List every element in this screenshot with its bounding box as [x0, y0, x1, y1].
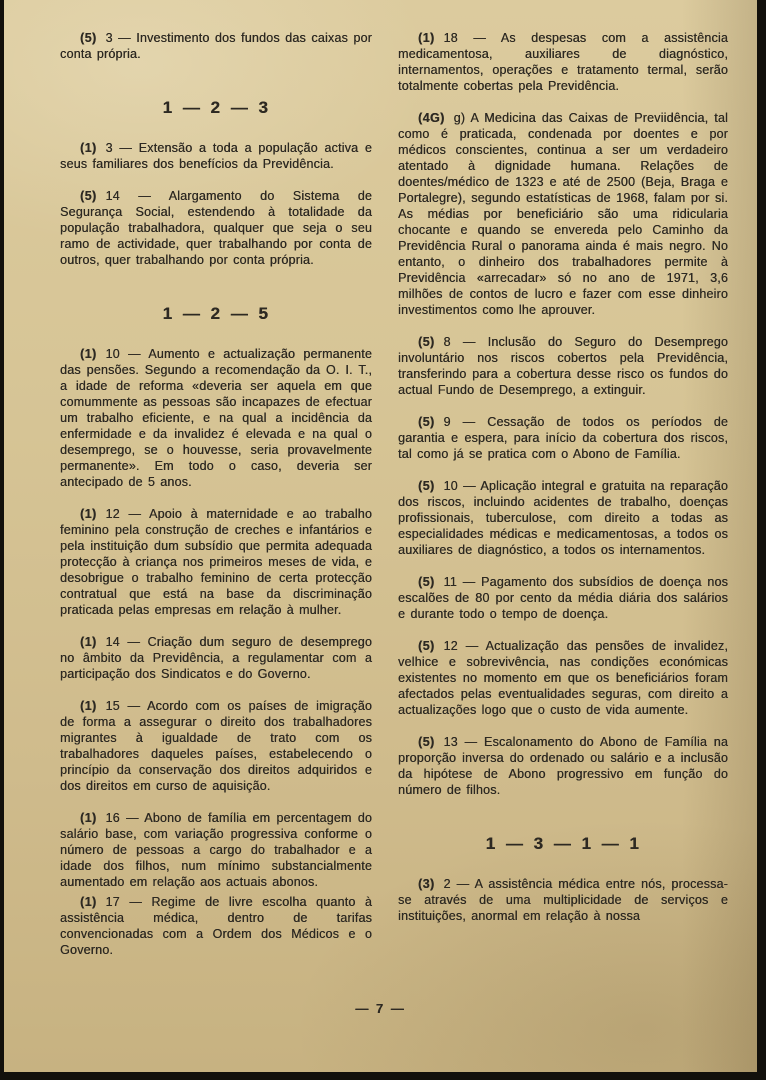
paragraph — [398, 110, 728, 318]
paragraph-tag: (5) — [418, 415, 435, 429]
paragraph-text: 12 — Apoio à maternidade e ao trabalho feminino pela construção de creches e infantários e pela instituição dum subsídio que permita adequada protecção à criança nos primeiros meses de vida, e desobrigue o trabalho feminino de certa protecção contratual que está na base da discriminação praticada pelas empresas em relação à mulher. — [60, 507, 372, 617]
paragraph-tag: (1) — [80, 699, 97, 713]
paragraph-tag: (1) — [80, 895, 97, 909]
paragraph-tag: (1) — [80, 141, 97, 155]
text-columns — [60, 30, 728, 974]
paragraph — [398, 574, 728, 622]
paragraph-text: 3 — Extensão a toda a população activa e seus familiares dos benefícios da Previdência. — [60, 141, 372, 171]
paragraph — [398, 638, 728, 718]
paragraph-tag: (5) — [418, 335, 435, 349]
right-column — [398, 30, 728, 974]
paragraph-text: 8 — Inclusão do Seguro do Desemprego involuntário nos riscos cobertos pela Previdência, transferindo para a cobertura desse risco os fundos do actual Fundo de Desemprego, a extinguir. — [398, 335, 728, 397]
paragraph-text: 12 — Actualização das pensões de invalidez, velhice e sobrevivência, nas condições económicas existentes no momento em que os beneficiários foram afectados pelas eventualidades seguras, com direito a actualizações logo que o custo de vida aumente. — [398, 639, 728, 717]
paragraph — [60, 810, 372, 890]
paragraph-tag: (5) — [418, 735, 435, 749]
paragraph — [398, 478, 728, 558]
paragraph — [398, 334, 728, 398]
paragraph-tag: (1) — [80, 635, 97, 649]
paragraph-text: 9 — Cessação de todos os períodos de garantia e espera, para início da cobertura dos riscos, tal como já se pratica com o Abono de Família. — [398, 415, 728, 461]
left-column — [60, 30, 372, 974]
paragraph — [60, 140, 372, 172]
paragraph — [60, 188, 372, 268]
paragraph-text: 3 — Investimento dos fundos das caixas por conta própria. — [60, 31, 372, 61]
paragraph — [398, 734, 728, 798]
paragraph-text: 15 — Acordo com os países de imigração de forma a assegurar o direito dos trabalhadores migrantes à igualdade de trato com os trabalhadores daqueles países, estabelecendo o princípio da conservação dos direitos adquiridos e dos direitos em curso de aquisição. — [60, 699, 372, 793]
paragraph-tag: (5) — [80, 31, 97, 45]
paragraph-tag: (4G) — [418, 111, 445, 125]
paragraph — [398, 414, 728, 462]
paragraph-tag: (1) — [80, 347, 97, 361]
paragraph — [60, 30, 372, 62]
paragraph-text: 14 — Criação dum seguro de desemprego no âmbito da Previdência, a regulamentar com a participação dos Sindicatos e do Governo. — [60, 635, 372, 681]
paragraph-text: 13 — Escalonamento do Abono de Família na proporção inversa do ordenado ou salário e a inclusão da hipótese de Abono progressivo em função do número de filhos. — [398, 735, 728, 797]
paragraph-tag: (3) — [418, 877, 435, 891]
paragraph-text: g) A Medicina das Caixas de Previidência, tal como é praticada, condenada por doentes e por médicos conscientes, continua a ser um verdadeiro atentado à dignidade humana. Relações de doentes/médico de 1323 e até de 2500 (Beja, Braga e Portalegre), segundo estatísticas de 1968, falam por si. As médias por beneficiário são uma ridicularia chocante e quando se envereda pelo Caminho da Previdência Rural o panorama ainda é mais negro. No entanto, o dinheiro dos trabalhadores permite à Previdência «arrecadar» só no ano de 1971, 3,6 milhões de contos de lucro e fazer com esse dinheiro investimentos como lhe aprouver. — [398, 111, 728, 317]
paragraph-text: 14 — Alargamento do Sistema de Segurança Social, estendendo à totalidade da população trabalhadora, qualquer que seja o seu ramo de actividade, quer trabalhando por conta de outros, quer trabalhando por conta própria. — [60, 189, 372, 267]
paragraph-tag: (5) — [418, 639, 435, 653]
paragraph-text: 11 — Pagamento dos subsídios de doença nos escalões de 80 por cento da média diária dos salários e durante todo o tempo de doença. — [398, 575, 728, 621]
paragraph — [60, 634, 372, 682]
paragraph-tag: (1) — [80, 811, 97, 825]
paragraph — [398, 876, 728, 924]
section-heading: 1 — 3 — 1 — 1 — [485, 834, 641, 853]
paragraph-tag: (5) — [418, 479, 435, 493]
paragraph-text: 18 — As despesas com a assistência medicamentosa, auxiliares de diagnóstico, internamentos, operações e tratamento termal, serão totalmente cobertas pela Previdência. — [398, 31, 728, 93]
section-heading: 1 — 2 — 3 — [162, 98, 270, 117]
paragraph — [60, 894, 372, 958]
paragraph-tag: (1) — [418, 31, 435, 45]
paragraph-tag: (5) — [80, 189, 97, 203]
paragraph — [60, 346, 372, 490]
paragraph-text: 17 — Regime de livre escolha quanto à assistência médica, dentro de tarifas convencionadas com a Ordem dos Médicos e o Governo. — [60, 895, 372, 957]
page-number: — 7 — — [355, 1001, 406, 1016]
paragraph — [60, 698, 372, 794]
section-heading: 1 — 2 — 5 — [162, 304, 270, 323]
paragraph-text: 10 — Aumento e actualização permanente das pensões. Segundo a recomendação da O. I. T., a idade de reforma «deveria ser aquela em que comummente as pessoas são incapazes de efectuar um trabalho eficiente, e na qual a incidência da enfermidade e da invalidez é elevada e na qual o desemprego, se o houvesse, seria provavelmente permanente». Em todo o caso, deveria ser antecipado de 5 anos. — [60, 347, 372, 489]
paragraph-tag: (5) — [418, 575, 435, 589]
paragraph-tag: (1) — [80, 507, 97, 521]
paragraph-text: 10 — Aplicação integral e gratuita na reparação dos riscos, incluindo acidentes de trabalho, doenças profissionais, tuberculose, com direito a todas as especialidades médicas e medicamentosas, a todos os auxiliares de diagnóstico, a todos os internamentos. — [398, 479, 728, 557]
paragraph — [60, 506, 372, 618]
paragraph-text: 2 — A assistência médica entre nós, processa-se através de uma multiplicidade de serviços e instituições, anormal em relação à nossa — [398, 877, 728, 923]
paragraph-text: 16 — Abono de família em percentagem do salário base, com variação progressiva conforme o número de pessoas a cargo do trabalhador e a idade dos filhos, num mínimo substancialmente aumentado em relação aos actuais abonos. — [60, 811, 372, 889]
paragraph — [398, 30, 728, 94]
